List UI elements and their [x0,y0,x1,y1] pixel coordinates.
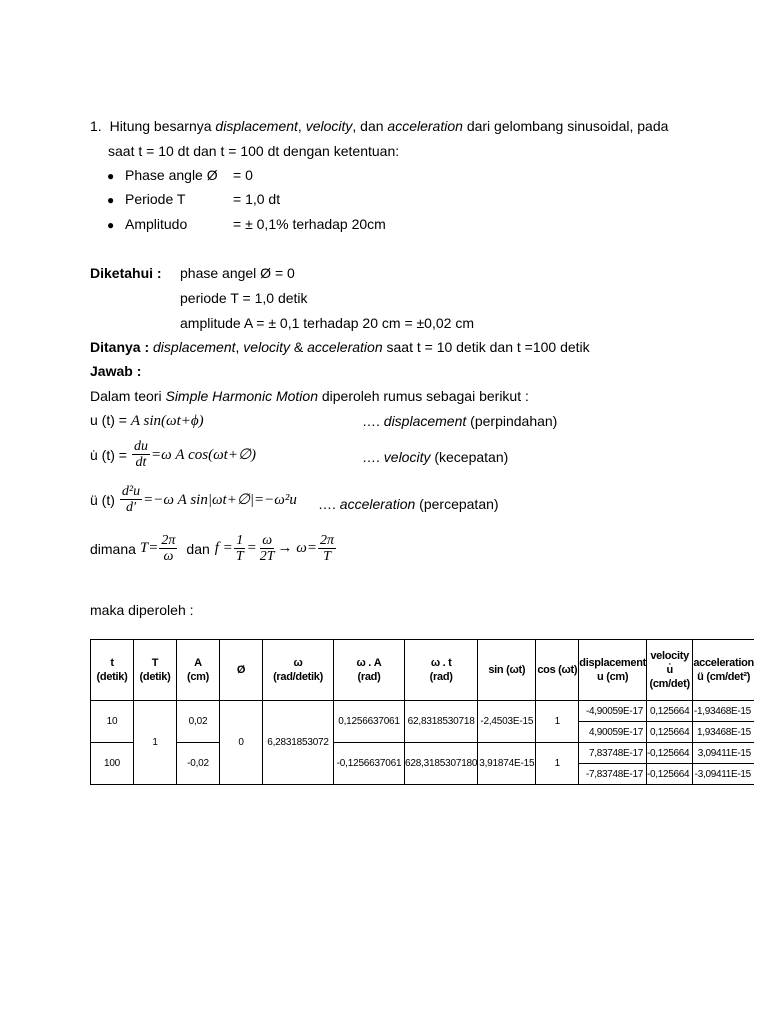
term-displacement: displacement [215,118,298,134]
note-dots: …. [362,449,380,465]
formula-where [90,533,337,564]
fraction-numerator: ω [262,533,273,548]
asked-line [90,339,590,355]
formula-velocity [90,439,256,470]
fraction [120,484,142,515]
question-text-mid: , dan [352,118,384,134]
formula-displacement [90,412,204,430]
cell-acceleration: -3,09411E-15 [693,764,754,785]
where-eq: = [246,540,257,556]
bullet-value: = 0 [233,167,253,183]
answer-heading: Jawab : [90,363,142,379]
bullet-item [107,167,253,183]
where-T: T= [139,540,159,556]
cell-sin: -2,4503E-15 [478,701,536,743]
bullet-icon: ● [107,193,115,207]
cell-velocity: 0,125664 [646,722,692,743]
comma: , [235,339,240,355]
answer-intro-term: Simple Harmonic Motion [165,388,318,404]
term-acceleration: acceleration [307,339,383,355]
note-rest: (percepatan) [419,496,499,512]
term-acceleration: acceleration [387,118,463,134]
note-dots: …. [362,413,380,429]
header-A: A (cm) [177,640,220,701]
header-phi: Ø [220,640,263,701]
fraction-denominator: T [235,549,244,564]
fraction-denominator: T [323,549,331,564]
fraction-numerator: 2π [161,533,176,548]
ampersand: & [293,339,304,355]
cell-t: 100 [91,743,134,785]
table-header-row [91,640,754,701]
cell-t: 10 [91,701,134,743]
where-dan: dan [186,540,210,557]
bullet-label: Phase angle Ø [125,167,218,183]
header-t: t (detik) [91,640,134,701]
formula-label: ü (t) [90,491,115,508]
formula-expr: A sin(ωt+ϕ) [130,413,204,429]
question-number: 1. [90,118,102,134]
header-cos: cos (ωt) [536,640,579,701]
note-rest: (perpindahan) [470,413,558,429]
where-label: dimana [90,540,136,557]
answer-intro-pre: Dalam teori [90,388,162,404]
known-line: periode T = 1,0 detik [180,290,308,306]
cell-phi: 0 [220,701,263,785]
cell-omega-A: -0,1256637061 [334,743,405,785]
note-rest: (kecepatan) [434,449,509,465]
bullet-label: Periode T [125,191,186,207]
cell-displacement: 7,83748E-17 [579,743,647,764]
cell-omega-A: 0,1256637061 [334,701,405,743]
fraction-denominator: d' [125,500,136,515]
header-T: T (detik) [134,640,177,701]
question-line-1 [90,118,680,134]
header-omega-A: ω . A (rad) [334,640,405,701]
cell-A: 0,02 [177,701,220,743]
header-displacement: displacement u (cm) [579,640,647,701]
cell-omega-t: 628,3185307180 [405,743,478,785]
answer-intro [90,388,529,404]
note-term: displacement [383,413,467,429]
formula-label: u̇ (t) = [90,446,127,463]
bullet-icon: ● [107,169,115,183]
fraction [132,439,150,470]
formula-label: u (t) = [90,412,127,428]
cell-displacement: -4,90059E-17 [579,701,647,722]
cell-sin: 3,91874E-15 [478,743,536,785]
term-velocity: velocity [243,339,290,355]
answer-intro-post: diperoleh rumus sebagai berikut : [321,388,529,404]
bullet-icon: ● [107,218,115,232]
fraction [159,533,177,564]
table-row [91,701,754,722]
where-arrow: → ω= [277,540,317,556]
formula-note [362,413,557,429]
header-acceleration: acceleration ü (cm/det²) [693,640,754,701]
fraction [234,533,246,564]
cell-omega: 6,2831853072 [263,701,334,785]
cell-T: 1 [134,701,177,785]
term-velocity: velocity [305,118,353,134]
term-displacement: displacement [153,339,236,355]
header-omega: ω (rad/detik) [263,640,334,701]
results-table [90,639,754,785]
cell-cos: 1 [536,743,579,785]
question-text-post: dari gelombang sinusoidal, pada [466,118,669,134]
where-f: f = [214,540,233,556]
known-line: phase angel Ø = 0 [180,265,295,281]
question-line-2: saat t = 10 dt dan t = 100 dt dengan ketentuan: [108,143,400,159]
fraction-numerator: du [133,439,148,454]
fraction-denominator: ω [163,549,174,564]
cell-displacement: -7,83748E-17 [579,764,647,785]
result-intro: maka diperoleh : [90,602,194,618]
asked-rest: saat t = 10 detik dan t =100 detik [386,339,590,355]
fraction-denominator: dt [135,455,147,470]
fraction [318,533,336,564]
cell-A: -0,02 [177,743,220,785]
header-omega-t: ω . t (rad) [405,640,478,701]
header-velocity: velocity u̇ (cm/det) [646,640,692,701]
cell-omega-t: 62,8318530718 [405,701,478,743]
cell-acceleration: 1,93468E-15 [693,722,754,743]
asked-heading: Ditanya : [90,339,150,355]
cell-cos: 1 [536,701,579,743]
known-heading: Diketahui : [90,265,162,281]
cell-displacement: 4,90059E-17 [579,722,647,743]
fraction-numerator: 1 [236,533,244,548]
cell-velocity: -0,125664 [646,743,692,764]
fraction-numerator: d²u [121,484,141,499]
question-text-pre: Hitung besarnya [109,118,212,134]
bullet-label: Amplitudo [125,216,188,232]
formula-expr: =−ω A sin|ωt+∅|=−ω²u [143,492,297,508]
known-line: amplitude A = ± 0,1 terhadap 20 cm = ±0,02 cm [180,315,474,331]
cell-velocity: -0,125664 [646,764,692,785]
note-term: acceleration [339,496,416,512]
note-dots: …. [318,496,336,512]
fraction-denominator: 2T [259,549,275,564]
formula-acceleration [90,484,297,515]
header-sin: sin (ωt) [478,640,536,701]
table-row [91,743,754,764]
bullet-item [107,191,280,207]
formula-note [362,449,508,465]
fraction [258,533,277,564]
cell-velocity: 0,125664 [646,701,692,722]
formula-expr: =ω A cos(ωt+∅) [150,447,257,463]
formula-note [318,496,499,512]
note-term: velocity [383,449,431,465]
bullet-item [107,216,386,232]
bullet-value: = 1,0 dt [233,191,281,207]
comma: , [297,118,302,134]
cell-acceleration: 3,09411E-15 [693,743,754,764]
bullet-value: = ± 0,1% terhadap 20cm [233,216,386,232]
cell-acceleration: -1,93468E-15 [693,701,754,722]
fraction-numerator: 2π [320,533,335,548]
